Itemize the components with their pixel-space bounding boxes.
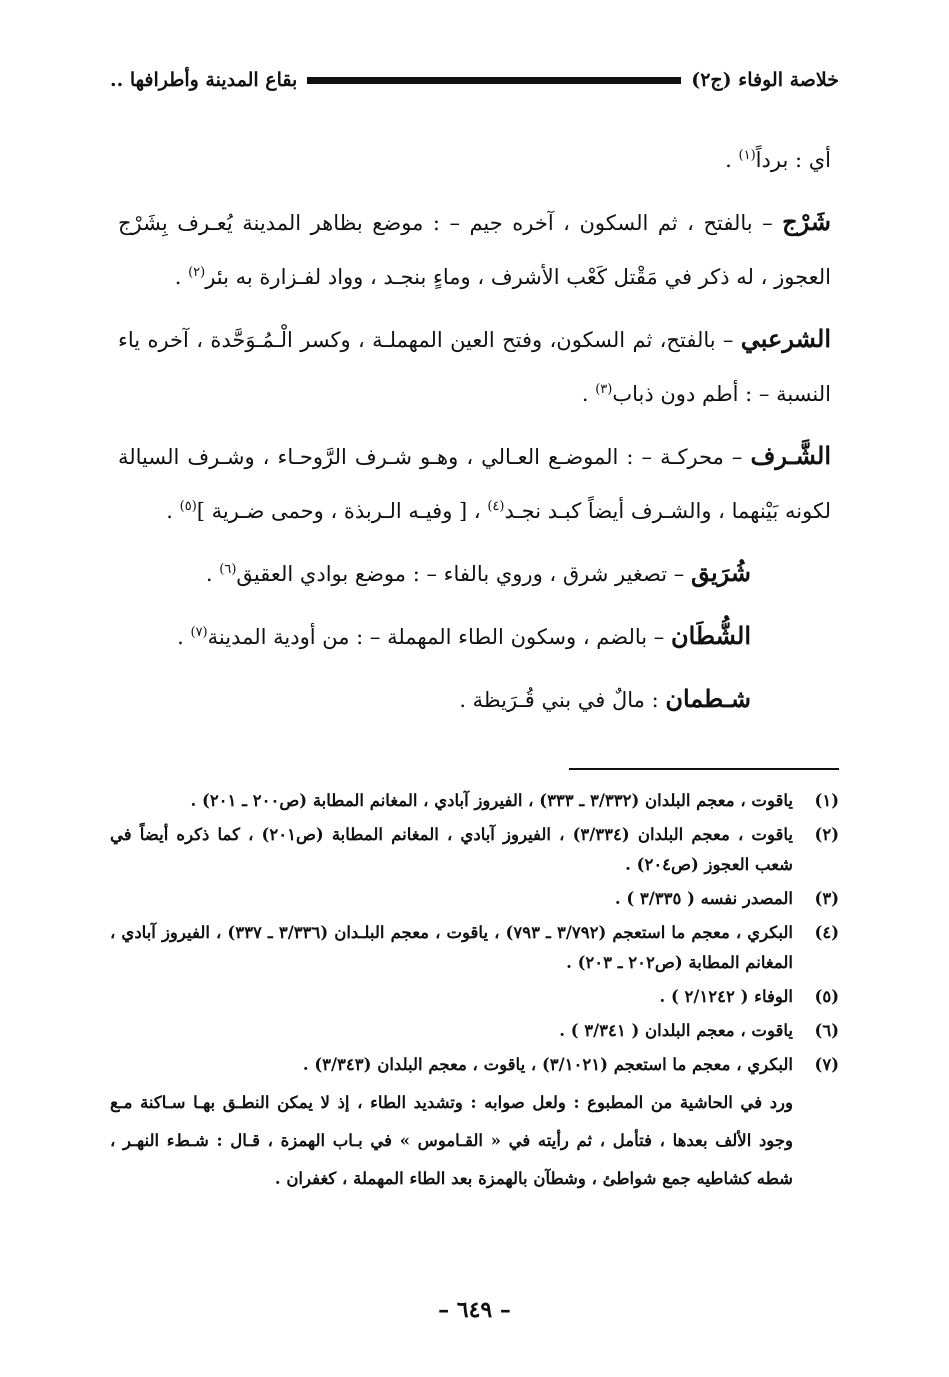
footnote bbox=[110, 982, 839, 1012]
footnote-ref: (٧) bbox=[190, 625, 208, 640]
footnote-number: (١) bbox=[814, 791, 839, 810]
footnote-text: البكري ، معجم ما استعجم (٣/٧٩٢ ـ ٧٩٣) ، ياقوت ، معجم البلـدان (٣/٣٣٦ ـ ٣٣٧) ، الفيروز آبادي ، المغانم المطابة (ص٢٠٢ ـ ٢٠٣) . bbox=[110, 923, 794, 972]
footnote-ref: (٥) bbox=[179, 499, 197, 514]
entry-shatman bbox=[118, 672, 831, 727]
footnote bbox=[110, 884, 839, 914]
footnote-ref: (١) bbox=[738, 148, 756, 163]
running-header bbox=[110, 60, 839, 100]
entry-text: – محركـة – : الموضـع العـالي ، وهـو شـرف الرَّوحـاء ، وشـرف السيالة لكونه بَيْنهما ، والشـرف أيضاً كبـد نجـد bbox=[118, 445, 831, 523]
footnote-ref: (٢) bbox=[188, 265, 206, 280]
entry-text-2: ، [ وفيـه الـربذة ، وحمى ضـرية ] bbox=[196, 499, 488, 523]
footnote-text: ياقوت ، معجم البلدان (٣/٣٣٢ ـ ٣٣٣) ، الفيروز آبادي ، المغانم المطابة (ص٢٠٠ ـ ٢٠١) . bbox=[190, 791, 793, 810]
book-title: خلاصة الوفاء (ج٢) bbox=[691, 69, 839, 91]
entry-end: . bbox=[166, 499, 180, 523]
footnote-text: المصدر نفسه ( ٣/٣٣٥ ) . bbox=[614, 889, 793, 908]
footnote-ref: (٤) bbox=[487, 499, 505, 514]
footnote bbox=[110, 820, 839, 880]
entry-sharj bbox=[118, 195, 831, 304]
footnote-separator bbox=[569, 768, 839, 770]
entry-end: . bbox=[581, 382, 596, 406]
section-title: بقاع المدينة وأطرافها .. bbox=[110, 69, 298, 91]
entry-shurayq bbox=[118, 546, 831, 601]
header-rule bbox=[307, 77, 681, 84]
paragraph-end: . bbox=[725, 148, 739, 172]
entry-headword: شـطمان bbox=[665, 684, 751, 713]
entry-text: – بالفتح، ثم السكون، وفتح العين المهملـة ، وكسر الْـمُـوَحَّدة ، آخره ياء النسبة – : أطم دون ذباب bbox=[118, 328, 831, 406]
entry-end: . bbox=[174, 265, 189, 289]
entry-headword: الشرعبي bbox=[740, 324, 831, 353]
footnote-number: (٢) bbox=[814, 825, 839, 844]
footnote-text: الوفاء ( ٢/١٢٤٢ ) . bbox=[659, 987, 793, 1006]
entry-shuttan bbox=[118, 609, 831, 664]
entry-text: – تصغير شرق ، وروي بالفاء – : موضع بوادي العقيق bbox=[236, 562, 691, 586]
footnotes bbox=[110, 786, 839, 1198]
entry-end: . bbox=[205, 562, 220, 586]
footnote bbox=[110, 1050, 839, 1080]
entry-sharaf bbox=[118, 429, 831, 538]
main-text bbox=[118, 133, 831, 735]
entry-text: – بالضم ، وسكون الطاء المهملة – : من أودية المدينة bbox=[207, 625, 671, 649]
footnote-number: (٦) bbox=[814, 1021, 839, 1040]
entry-end: . bbox=[177, 625, 191, 649]
page-number: – ٦٤٩ – bbox=[438, 1297, 511, 1323]
footnote-text: ياقوت ، معجم البلدان ( ٣/٣٤١ ) . bbox=[559, 1021, 793, 1040]
footnote-number: (٧) bbox=[814, 1055, 839, 1074]
footnote bbox=[110, 786, 839, 816]
paragraph-text: أي : برداً bbox=[755, 148, 831, 172]
footnote-number: (٤) bbox=[814, 923, 839, 942]
entry-headword: شُرَيق bbox=[690, 558, 751, 587]
footnote-note: ورد في الحاشية من المطبوع : ولعل صوابه : وتشديد الطاء ، إذ لا يمكن النطـق بهـا سـاكنة مـع وجود الألف بعدها ، فتأمل ، ثم رأيته في « القـاموس » في بـاب الهمزة ، قـال : شـطء النهـر ، شطه كشاطيه جمع شواطئ ، وشطآن بالهمزة بعد الطاء المهملة ، كغفران . bbox=[110, 1093, 793, 1188]
footnote-text: البكري ، معجم ما استعجم (٣/١٠٢١) ، ياقوت ، معجم البلدان (٣/٣٤٣) . bbox=[302, 1055, 793, 1074]
entry-headword: شَرْج bbox=[782, 207, 831, 236]
footnote bbox=[110, 918, 839, 978]
paragraph-0 bbox=[118, 133, 831, 187]
footnote-ref: (٣) bbox=[595, 382, 613, 397]
footnote-ref: (٦) bbox=[219, 562, 237, 577]
entry-text: – بالفتح ، ثم السكون ، آخره جيم – : موضع بظاهر المدينة يُعـرف بِشَرْج العجوز ، له ذكر في مَقْتل كَعْب الأشرف ، وماءٍ بنجـد ، وواد لفـزارة به بئر bbox=[118, 211, 831, 289]
footnote-text: ياقوت ، معجم البلدان (٣/٣٣٤) ، الفيروز آبادي ، المغانم المطابة (ص٢٠١) ، كما ذكره أيضاً في شعب العجوز (ص٢٠٤) . bbox=[110, 825, 793, 874]
entry-text: : مالٌ في بني قُـرَيظة . bbox=[459, 688, 666, 712]
entry-headword: الشُّطَان bbox=[670, 621, 751, 650]
entry-headword: الشَّـرف bbox=[750, 441, 831, 470]
footnote bbox=[110, 1016, 839, 1046]
footnote-number: (٣) bbox=[814, 889, 839, 908]
entry-sharabi bbox=[118, 312, 831, 421]
footnote-number: (٥) bbox=[814, 987, 839, 1006]
